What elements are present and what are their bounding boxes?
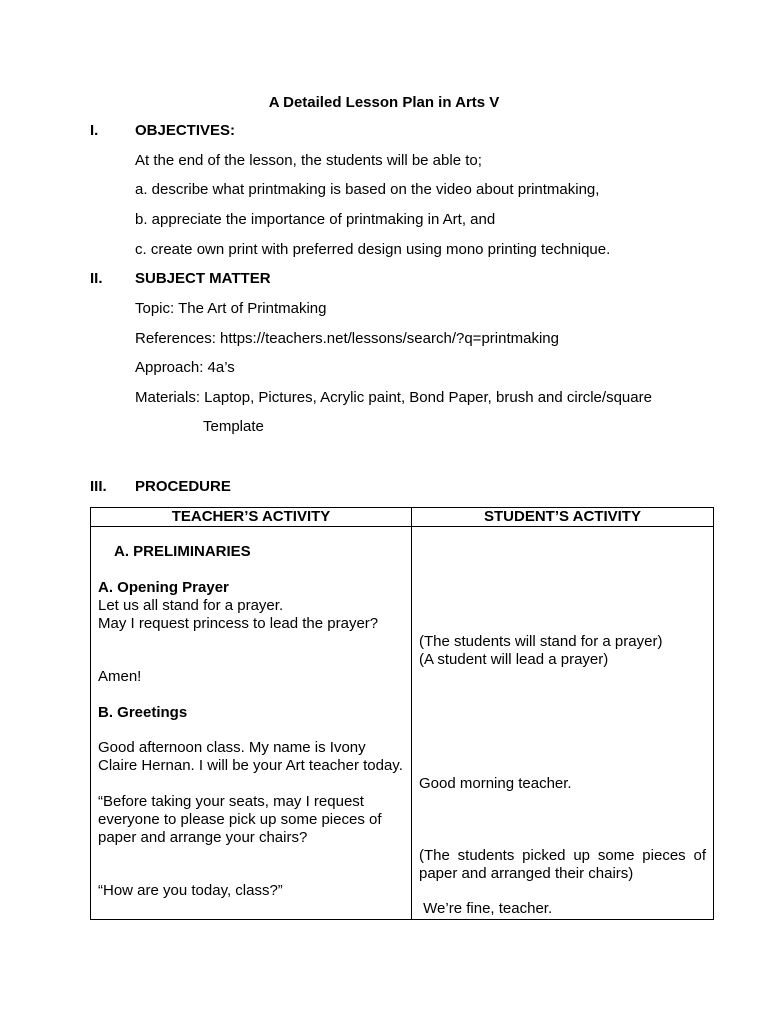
teacher-line: May I request princess to lead the prayer? xyxy=(98,615,379,632)
teacher-activity-header: TEACHER’S ACTIVITY xyxy=(91,508,412,527)
teacher-line: Claire Hernan. I will be your Art teacher today. xyxy=(98,757,403,774)
materials-line: Materials: Laptop, Pictures, Acrylic paint, Bond Paper, brush and circle/square xyxy=(135,389,652,406)
teacher-line: Good afternoon class. My name is Ivony xyxy=(98,739,366,756)
subject-matter-heading: SUBJECT MATTER xyxy=(135,270,271,287)
objectives-heading: OBJECTIVES: xyxy=(135,122,236,139)
topic-line: Topic: The Art of Printmaking xyxy=(135,300,327,317)
document-title: A Detailed Lesson Plan in Arts V xyxy=(268,94,500,111)
teacher-line: “Before taking your seats, may I request xyxy=(98,793,364,810)
section-numeral-objectives: I. xyxy=(90,122,99,139)
teacher-line: “How are you today, class?” xyxy=(98,882,283,899)
teacher-activity-cell xyxy=(91,527,412,920)
student-line: (The students will stand for a prayer) xyxy=(419,633,663,650)
objective-item: b. appreciate the importance of printmaking in Art, and xyxy=(135,211,496,228)
teacher-line: paper and arrange your chairs? xyxy=(98,829,308,846)
procedure-table xyxy=(90,507,714,920)
objective-item: c. create own print with preferred design using mono printing technique. xyxy=(135,241,611,258)
student-line: paper and arranged their chairs) xyxy=(419,865,634,882)
teacher-line: everyone to please pick up some pieces of xyxy=(98,811,382,828)
approach-line: Approach: 4a’s xyxy=(135,359,235,376)
teacher-line: Let us all stand for a prayer. xyxy=(98,597,284,614)
student-line: (The students picked up some pieces of xyxy=(419,847,706,864)
section-numeral-subject-matter: II. xyxy=(90,270,103,287)
opening-prayer-heading: A. Opening Prayer xyxy=(98,579,229,596)
student-line: Good morning teacher. xyxy=(419,775,572,792)
student-activity-cell xyxy=(412,527,714,920)
objectives-intro: At the end of the lesson, the students will be able to; xyxy=(135,152,482,169)
procedure-heading: PROCEDURE xyxy=(135,478,231,495)
greetings-heading: B. Greetings xyxy=(98,704,188,721)
section-numeral-procedure: III. xyxy=(90,478,107,495)
preliminaries-heading: A. PRELIMINARIES xyxy=(114,543,251,560)
student-activity-header: STUDENT’S ACTIVITY xyxy=(412,508,714,527)
student-line: (A student will lead a prayer) xyxy=(419,651,609,668)
student-line: We’re fine, teacher. xyxy=(419,900,553,917)
references-line: References: https://teachers.net/lessons/search/?q=printmaking xyxy=(135,330,559,347)
materials-line-continued: Template xyxy=(203,418,264,435)
teacher-line: Amen! xyxy=(98,668,142,685)
objective-item: a. describe what printmaking is based on the video about printmaking, xyxy=(135,181,600,198)
